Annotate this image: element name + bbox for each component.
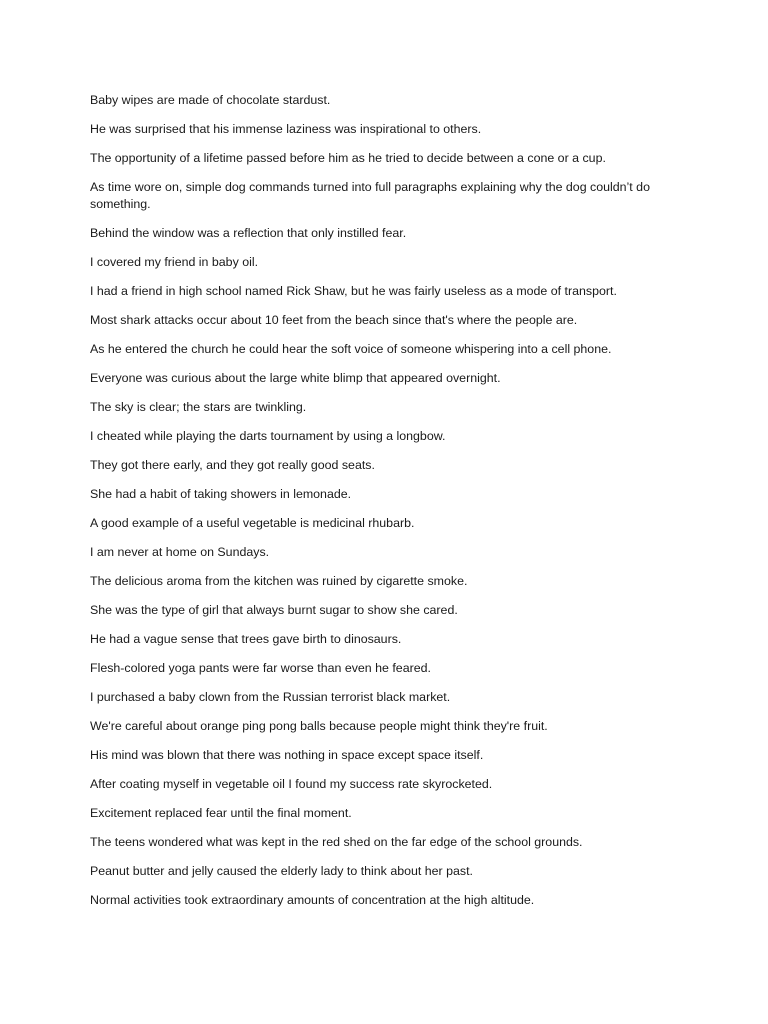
sentence: She was the type of girl that always burnt sugar to show she cared. [90,603,458,617]
sentence: I purchased a baby clown from the Russian terrorist black market. [90,690,451,704]
sentence: I am never at home on Sundays. [90,545,270,559]
sentence: Peanut butter and jelly caused the elderly lady to think about her past. [90,864,473,878]
sentence: Most shark attacks occur about 10 feet from the beach since that's where the people are. [90,313,578,327]
sentence: The delicious aroma from the kitchen was ruined by cigarette smoke. [90,574,468,588]
sentence: His mind was blown that there was nothing in space except space itself. [90,748,484,762]
sentence: I had a friend in high school named Rick Shaw, but he was fairly useless as a mode of transport. [90,284,617,298]
sentence-list [90,92,680,921]
sentence: She had a habit of taking showers in lemonade. [90,487,352,501]
sentence: Behind the window was a reflection that only instilled fear. [90,226,407,240]
sentence: Flesh-colored yoga pants were far worse than even he feared. [90,661,431,675]
sentence: Baby wipes are made of chocolate stardust. [90,93,331,107]
sentence: The teens wondered what was kept in the red shed on the far edge of the school grounds. [90,835,583,849]
sentence: Normal activities took extraordinary amounts of concentration at the high altitude. [90,893,535,907]
sentence: As he entered the church he could hear the soft voice of someone whispering into a cell phone. [90,342,612,356]
sentence: The sky is clear; the stars are twinkling. [90,400,307,414]
sentence: Excitement replaced fear until the final moment. [90,806,352,820]
sentence: After coating myself in vegetable oil I found my success rate skyrocketed. [90,777,493,791]
sentence: The opportunity of a lifetime passed before him as he tried to decide between a cone or a cup. [90,151,606,165]
sentence: Everyone was curious about the large white blimp that appeared overnight. [90,371,501,385]
sentence: I cheated while playing the darts tournament by using a longbow. [90,429,446,443]
sentence: He had a vague sense that trees gave birth to dinosaurs. [90,632,402,646]
sentence: As time wore on, simple dog commands turned into full paragraphs explaining why the dog couldn’t do something. [90,180,650,211]
sentence: I covered my friend in baby oil. [90,255,259,269]
sentence: We're careful about orange ping pong balls because people might think they're fruit. [90,719,548,733]
sentence: They got there early, and they got really good seats. [90,458,375,472]
sentence: He was surprised that his immense laziness was inspirational to others. [90,122,482,136]
sentence: A good example of a useful vegetable is medicinal rhubarb. [90,516,415,530]
